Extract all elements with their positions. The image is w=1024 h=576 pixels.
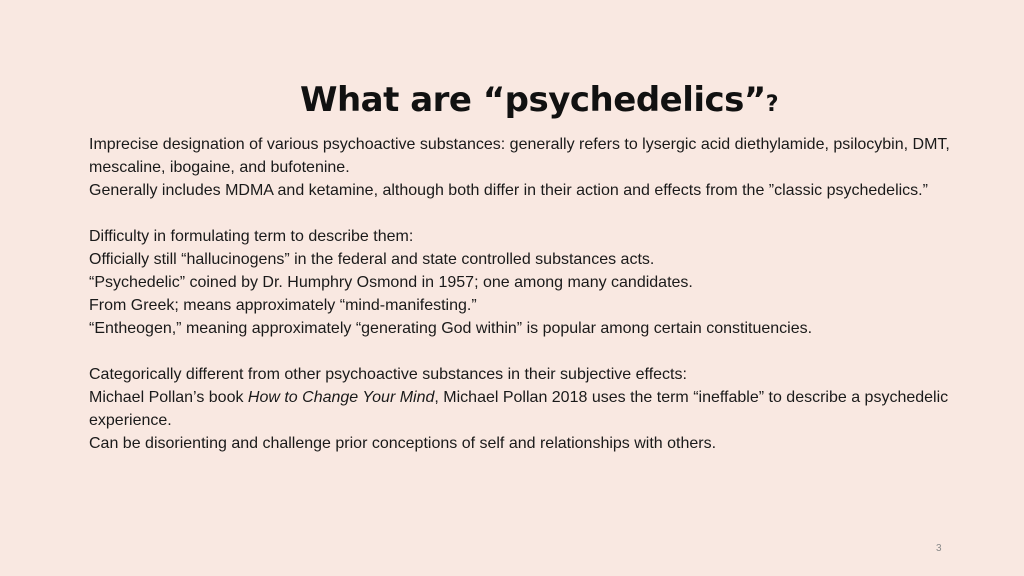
- section2-paragraph-2: Officially still “hallucinogens” in the federal and state controlled substances acts.: [89, 251, 655, 268]
- title-text: What are “psychedelics”: [299, 80, 766, 120]
- section1-paragraph-1: Imprecise designation of various psychoactive substances: generally refers to lysergic acid diethylamide, psilocybin, DMT, mescaline, ibogaine, and bufotenine.: [89, 136, 950, 176]
- section2-paragraph-5: “Entheogen,” meaning approximately “generating God within” is popular among certain constituencies.: [89, 320, 813, 337]
- slide-title: [0, 78, 1024, 127]
- section2-paragraph-4: From Greek; means approximately “mind-manifesting.”: [89, 297, 477, 314]
- section3-paragraph-2: [89, 386, 999, 432]
- spacer: [89, 340, 999, 363]
- page-number: 3: [936, 543, 942, 554]
- section3-paragraph-3: Can be disorienting and challenge prior conceptions of self and relationships with others.: [89, 435, 717, 452]
- book-title: How to Change Your Mind: [247, 389, 435, 406]
- section2-paragraph-3: “Psychedelic” coined by Dr. Humphry Osmond in 1957; one among many candidates.: [89, 274, 693, 291]
- title-question-mark: ?: [765, 92, 779, 117]
- section1-paragraph-2: Generally includes MDMA and ketamine, although both differ in their action and effects from the ”classic psychedelics.”: [89, 182, 928, 199]
- section3-paragraph-1: Categorically different from other psychoactive substances in their subjective effects:: [89, 366, 687, 383]
- slide-body: [89, 133, 999, 455]
- book-intro-text: Michael Pollan’s book: [89, 389, 248, 406]
- section2-paragraph-1: Difficulty in formulating term to describe them:: [89, 228, 414, 245]
- book-outro-text: , Michael Pollan 2018 uses the term “ineffable” to describe a psychedelic experience.: [89, 389, 949, 429]
- spacer: [89, 202, 999, 225]
